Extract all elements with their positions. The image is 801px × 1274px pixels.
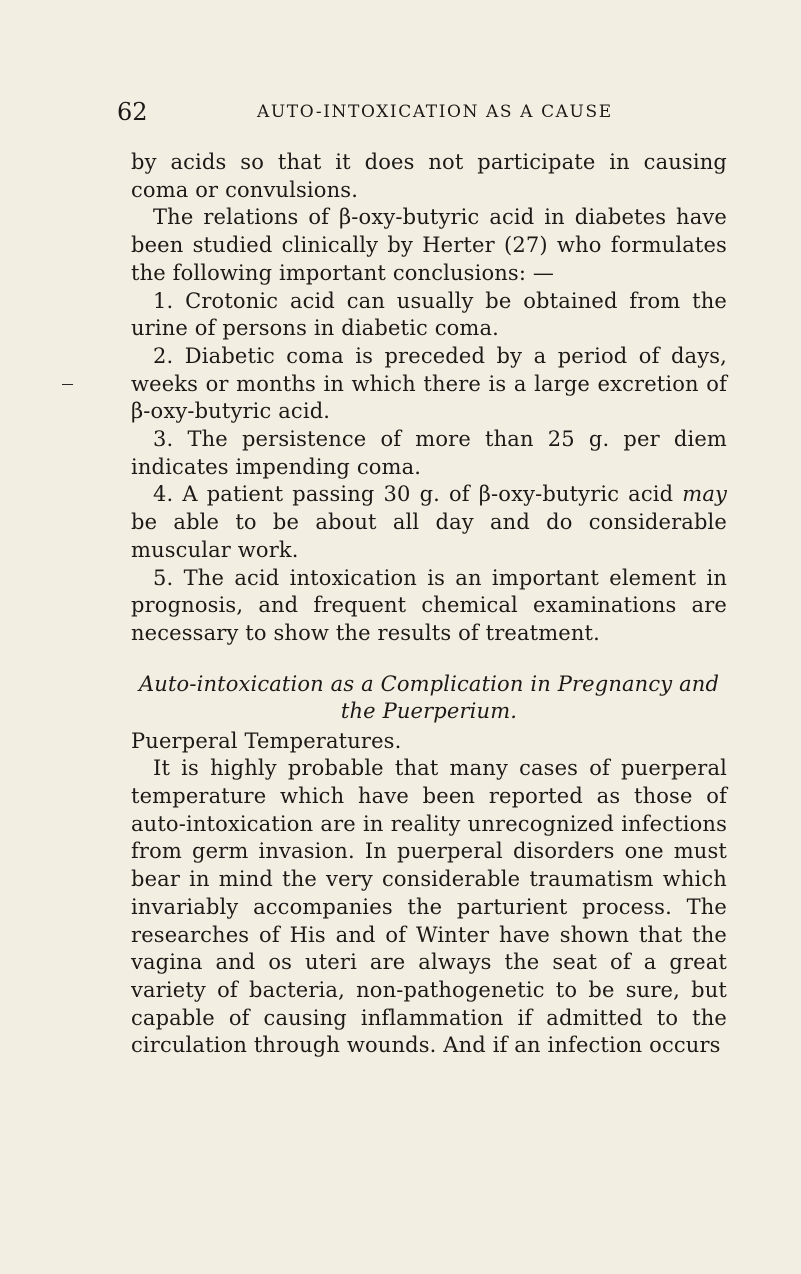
paragraph-herter: The relations of β-oxy-butyric acid in diabetes have been studied clinically by Herter (27) who formulates the following important conclusions: — <box>131 205 727 285</box>
item-4-start: 4. A patient passing 30 g. of β-oxy-butyric acid <box>153 482 683 507</box>
page-header-title: AUTO-INTOXICATION AS A CAUSE <box>257 102 613 122</box>
item-4-end: be able to be about all day and do considerable muscular work. <box>131 510 727 562</box>
paragraph-continuation: by acids so that it does not participate in causing coma or convulsions. <box>131 150 727 202</box>
conclusion-item-2: 2. Diabetic coma is preceded by a period of days, weeks or months in which there is a large excretion of β-oxy-butyric acid. <box>131 343 727 424</box>
running-head <box>117 98 717 128</box>
paragraph-puerperal: It is highly probable that many cases of puerperal temperature which have been reported as those of auto-intoxication are in reality unrecognized infections from germ invasion. In puerperal disorders one must bear in mind the very considerable traumatism which invariably accompanies the parturient process. The researches of His and of Winter have shown that the vagina and os uteri are always the seat of a great variety of bacteria, non-pathogenetic to be sure, but capable of causing inflammation if admitted to the circulation through wounds. And if an infection occurs <box>131 756 727 1058</box>
conclusion-item-5: 5. The acid intoxication is an important element in prognosis, and frequent chemical examinations are necessary to show the results of treatment. <box>131 565 727 645</box>
section-heading <box>131 671 727 725</box>
conclusion-item-1: 1. Crotonic acid can usually be obtained from the urine of persons in diabetic coma. <box>131 288 727 341</box>
page-body <box>131 149 727 1060</box>
section-heading-line-2: the Puerperium. <box>340 698 518 723</box>
conclusion-item-3: 3. The persistence of more than 25 g. per diem indicates impending coma. <box>131 427 727 479</box>
conclusion-item-4 <box>131 481 727 564</box>
page-number: 62 <box>117 98 148 126</box>
section-heading-line-1: Auto-intoxication as a Complication in Pregnancy and <box>138 671 720 696</box>
margin-mark <box>62 384 73 385</box>
subheading: Puerperal Temperatures. <box>131 728 402 753</box>
item-4-emphasis: may <box>682 482 727 507</box>
